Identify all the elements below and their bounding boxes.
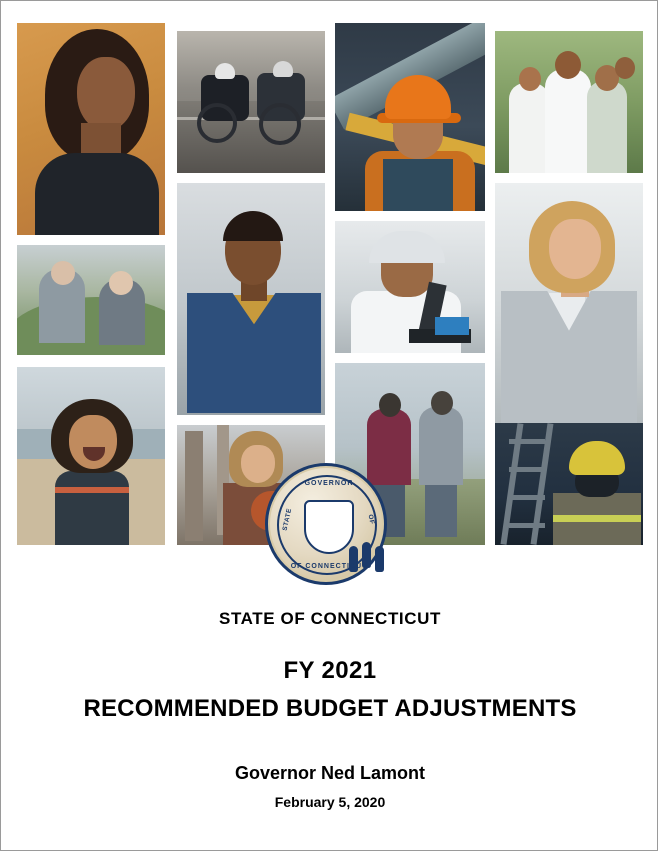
cover-title-block	[1, 609, 658, 810]
photo-woman-grey-blazer	[495, 183, 643, 423]
photo-family-outdoors	[495, 31, 643, 173]
seal-text-top: GOVERNOR	[304, 480, 354, 487]
photo-handcyclists	[177, 31, 325, 173]
photo-lab-technician	[335, 221, 485, 353]
document-state-name: STATE OF CONNECTICUT	[219, 609, 441, 628]
document-fiscal-year: FY 2021	[283, 657, 377, 684]
photo-woman-portrait	[17, 23, 165, 235]
document-date: February 5, 2020	[274, 794, 386, 810]
photo-girl-beach	[17, 367, 165, 545]
document-author: Governor Ned Lamont	[234, 763, 426, 783]
state-seal	[265, 463, 387, 585]
photo-construction-worker	[335, 23, 485, 211]
photo-man-blue-blazer	[177, 183, 325, 415]
photo-older-couple	[17, 245, 165, 355]
seal-text-left: STATE	[281, 507, 294, 532]
cover-photo-collage	[17, 23, 643, 533]
seal-text-bottom: OF CONNECTICUT	[290, 563, 368, 570]
seal-text-right: OF	[366, 513, 376, 526]
seal-shield	[304, 500, 354, 554]
photo-firefighter	[495, 423, 643, 545]
document-title: RECOMMENDED BUDGET ADJUSTMENTS	[83, 695, 577, 722]
